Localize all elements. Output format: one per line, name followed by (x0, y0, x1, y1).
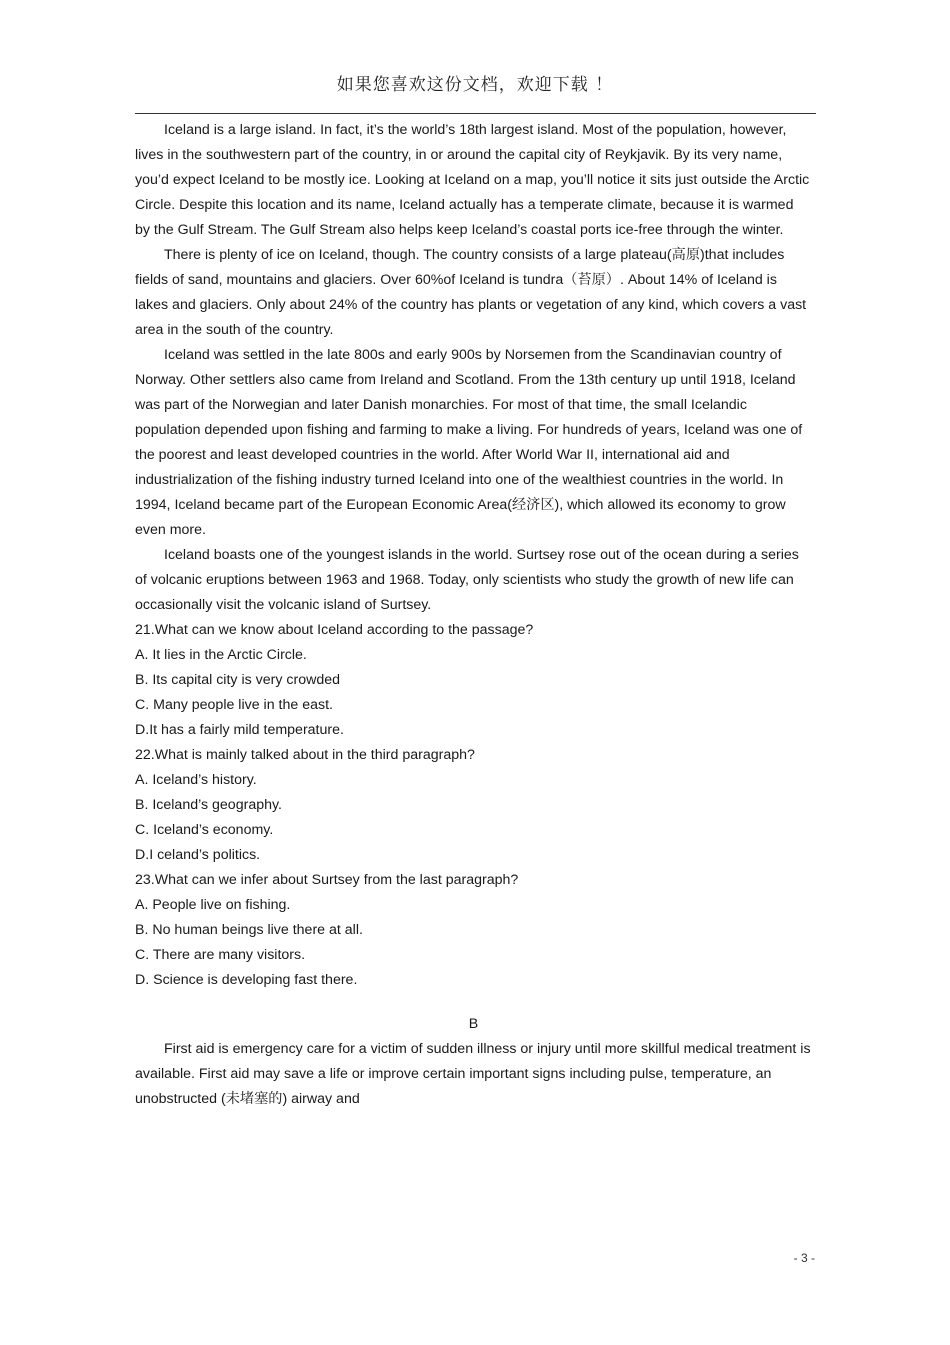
option-c: C. There are many visitors. (135, 947, 306, 963)
question-22 (135, 743, 812, 868)
question-23 (135, 868, 812, 993)
question-stem: 21.What can we know about Iceland according to the passage? (135, 622, 534, 638)
question-stem: 22.What is mainly talked about in the third paragraph? (135, 747, 475, 763)
option-b: B. No human beings live there at all. (135, 922, 363, 938)
option-a: A. Iceland’s history. (135, 772, 257, 788)
header-divider (135, 113, 816, 114)
document-body (135, 118, 812, 1112)
passage-b (135, 1037, 812, 1112)
option-b: B. Iceland’s geography. (135, 797, 282, 813)
passage-b-paragraph-1: First aid is emergency care for a victim of sudden illness or injury until more skillful medical treatment is available. First aid may save a life or improve certain important signs including pulse, temperature, an unobstructed (未堵塞的) airway and (135, 1041, 811, 1107)
page-number: - 3 - (793, 1251, 815, 1265)
option-c: C. Many people live in the east. (135, 697, 333, 713)
passage-a-paragraph-1: Iceland is a large island. In fact, it’s the world’s 18th largest island. Most of the population, however, lives in the southwestern part of the country, in or around the capital city of Reykjavik. By its very name, you’d expect Iceland to be mostly ice. Looking at Iceland on a map, you’ll notice it sits just outside the Arctic Circle. Despite this location and its name, Iceland actually has a temperate climate, because it is warmed by the Gulf Stream. The Gulf Stream also helps keep Iceland’s coastal ports ice-free through the winter. (135, 122, 810, 238)
document-header: 如果您喜欢这份文档，欢迎下载 ！ (336, 75, 614, 95)
passage-a-paragraph-2: There is plenty of ice on Iceland, though. The country consists of a large plateau(高原)that includes fields of sand, mountains and glaciers. Over 60%of Iceland is tundra（苔原）. About 14% of Iceland is lakes and glaciers. Only about 24% of the country has plants or vegetation of any kind, which covers a vast area in the south of the country. (135, 247, 807, 338)
option-d: D.It has a fairly mild temperature. (135, 722, 344, 738)
passage-a (135, 118, 812, 618)
option-a: A. It lies in the Arctic Circle. (135, 647, 307, 663)
option-d: D.I celand’s politics. (135, 847, 261, 863)
option-d: D. Science is developing fast there. (135, 972, 358, 988)
passage-a-paragraph-3: Iceland was settled in the late 800s and early 900s by Norsemen from the Scandinavian country of Norway. Other settlers also came from Ireland and Scotland. From the 13th century up until 1918, Iceland was part of the Norwegian and later Danish monarchies. For most of that time, the small Icelandic population depended upon fishing and farming to make a living. For hundreds of years, Iceland was one of the poorest and least developed countries in the world. After World War II, international aid and industrialization of the fishing industry turned Iceland into one of the wealthiest countries in the world. In 1994, Iceland became part of the European Economic Area(经济区), which allowed its economy to grow even more. (135, 347, 803, 538)
question-stem: 23.What can we infer about Surtsey from the last paragraph? (135, 872, 519, 888)
passage-b-title: B (468, 1016, 479, 1032)
passage-a-paragraph-4: Iceland boasts one of the youngest islands in the world. Surtsey rose out of the ocean during a series of volcanic eruptions between 1963 and 1968. Today, only scientists who study the growth of new life can occasionally visit the volcanic island of Surtsey. (135, 547, 799, 613)
option-b: B. Its capital city is very crowded (135, 672, 340, 688)
question-21 (135, 618, 812, 743)
option-a: A. People live on fishing. (135, 897, 291, 913)
option-c: C. Iceland’s economy. (135, 822, 274, 838)
